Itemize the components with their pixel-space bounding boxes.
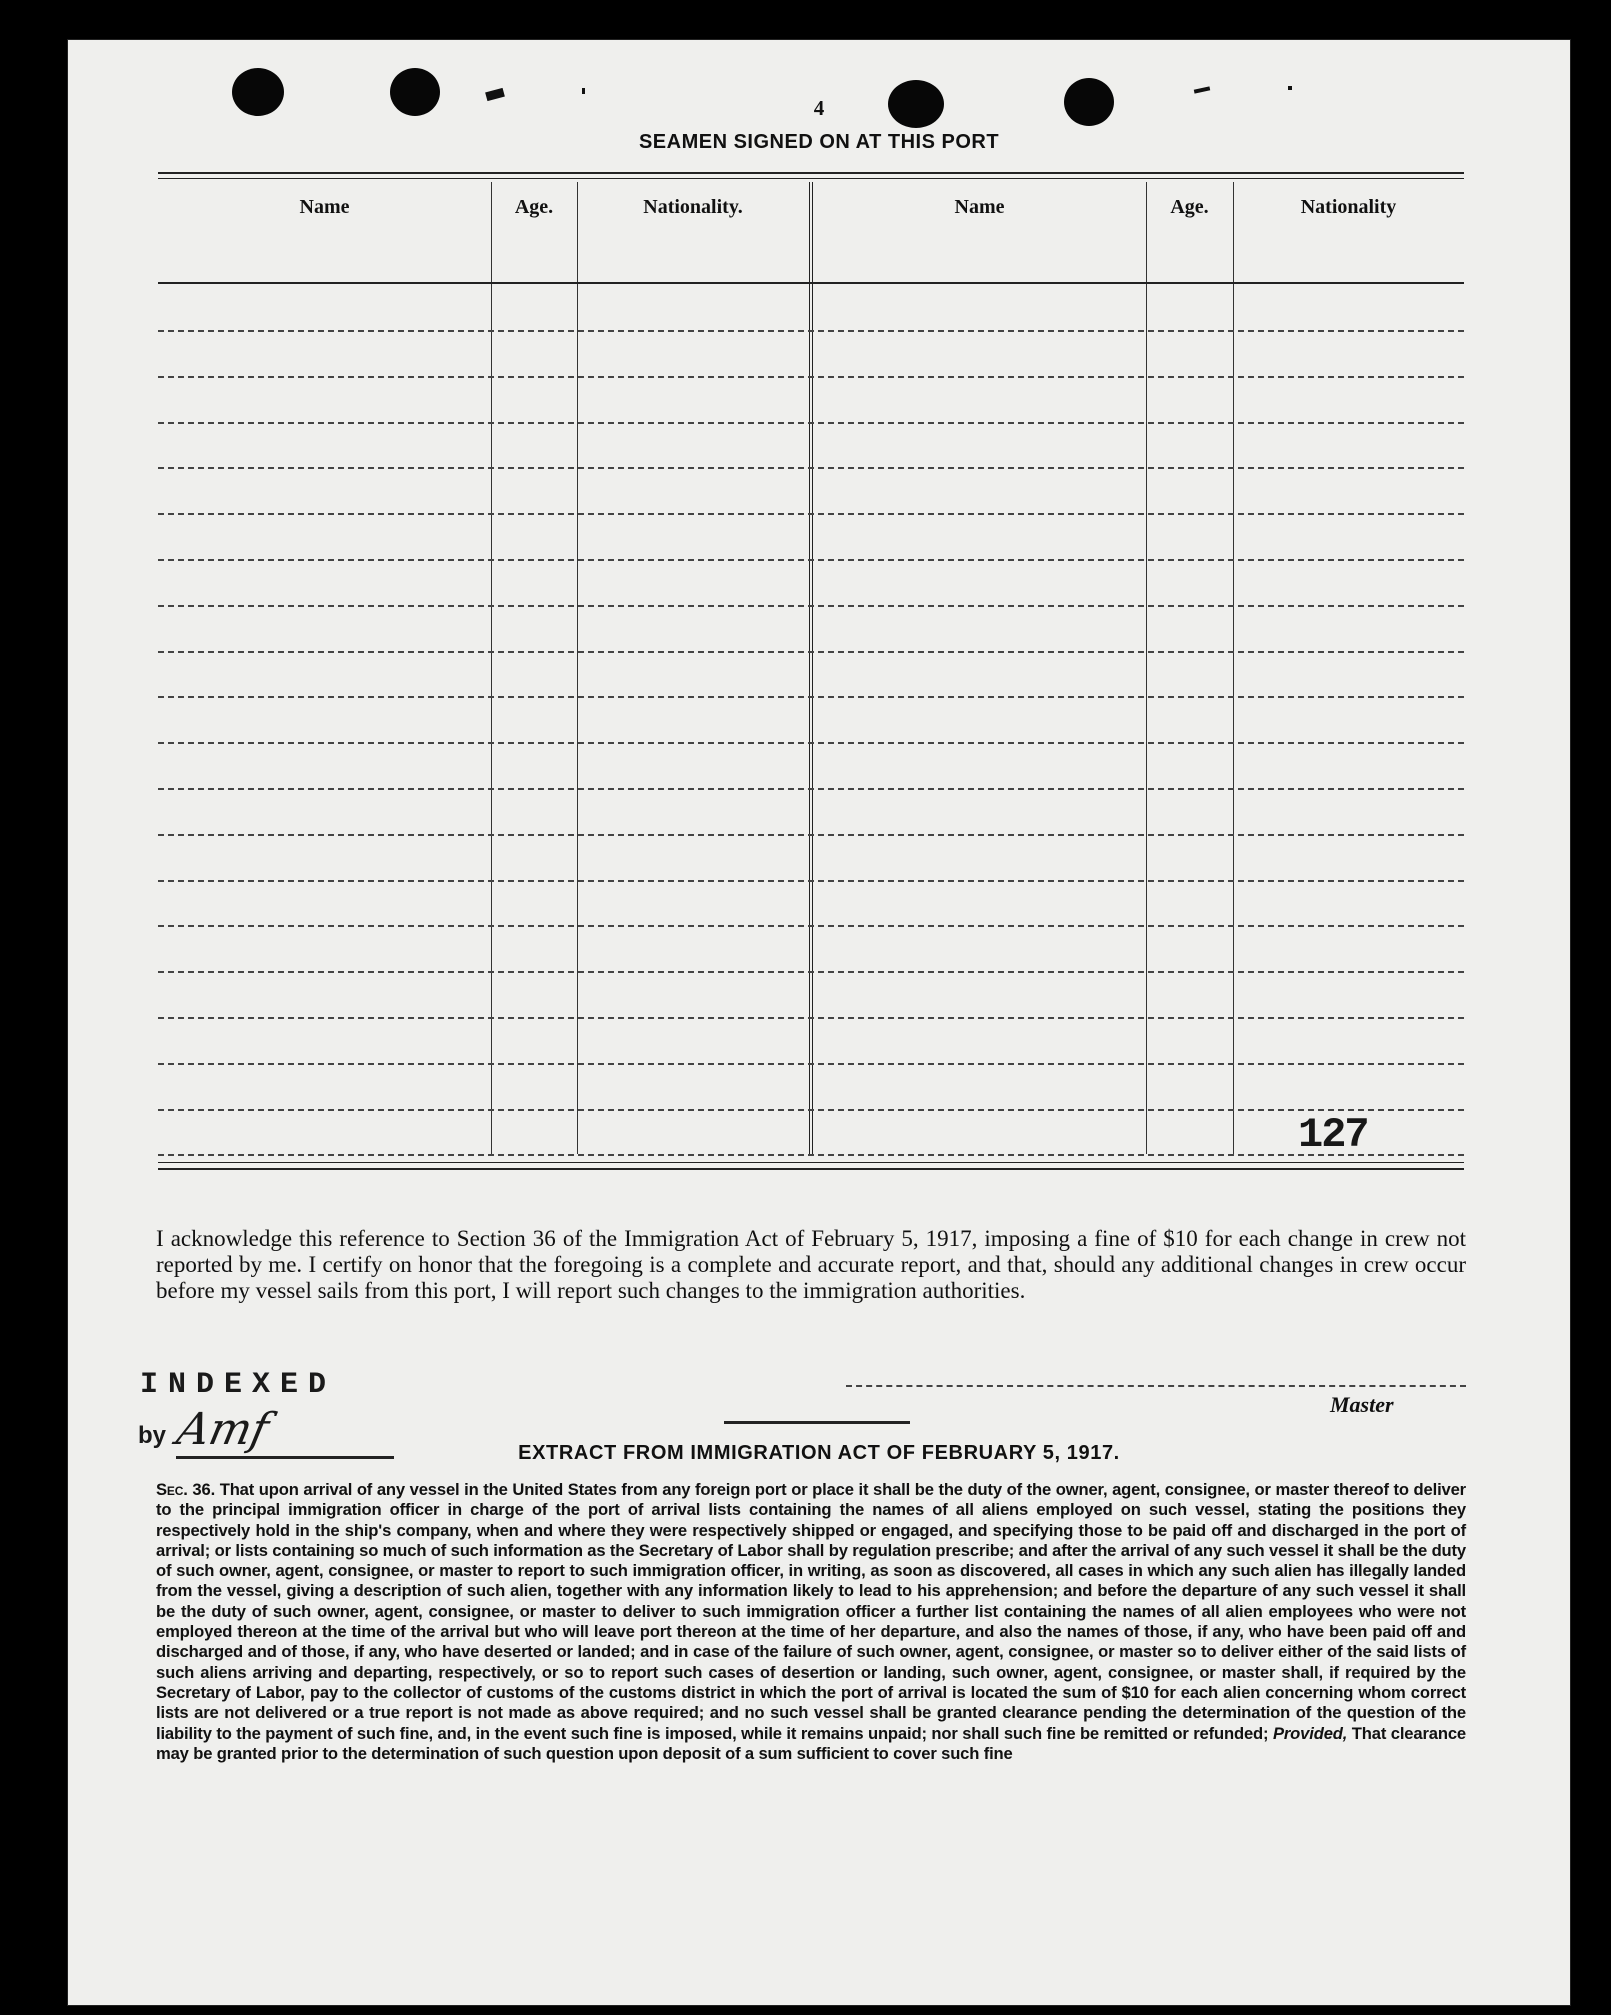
extract-body (156, 1480, 1466, 1764)
bottom-rule (158, 1162, 1464, 1163)
table-row (158, 971, 1464, 973)
table-row (158, 376, 1464, 378)
master-label: Master (1330, 1392, 1394, 1417)
table-row (158, 1063, 1464, 1065)
indexer-initials: Amf (172, 1404, 274, 1455)
extract-text: That upon arrival of any vessel in the United States from any foreign port or place it shall be the duty of the owner, agent, consignee, or master thereof to deliver to the principal immigration officer in charge of the port of arrival lists containing the names of all aliens employed on such vessel, stating the positions they respectively hold in the ship's company, when and where they were respectively shipped or engaged, and specifying those to be paid off and discharged in the port of arrival; or lists containing so much of such information as the Secretary of Labor shall by regulation prescribe; and after the arrival of any such vessel it shall be the duty of such owner, agent, consignee, or master to report to such immigration officer, in writing, as soon as discovered, all cases in which any such alien has illegally landed from the vessel, giving a description of such alien, together with any information likely to lead to his apprehension; and before the departure of any such vessel it shall be the duty of such owner, agent, consignee, or master to deliver to such immigration officer a further list containing the names of all alien employees who were not employed thereon at the time of the arrival but who will leave port thereon at the time of her departure, and also the names of those, if any, who have been paid off and discharged and of those, if any, who have deserted or landed; and in case of the failure of such owner, agent, consignee, or master so to deliver either of the said lists of such aliens arriving and departing, respectively, or so to report such cases of desertion or landing, such owner, agent, consignee, or master shall, if required by the Secretary of Labor, pay to the collector of customs of the customs district in which the port of arrival is located the sum of $10 for each alien concerning whom correct lists are not delivered or a true report is not made as above required; and no such vessel shall be granted clearance pending the determination of the question of the liability to the payment of such fine, and, in the event such fine is imposed, while it remains unpaid; nor shall such fine be remitted or refunded; (156, 1480, 1466, 1743)
ink-mark (582, 88, 585, 94)
top-rule (158, 172, 1464, 174)
header-rule (158, 282, 1464, 284)
table-row (158, 605, 1464, 607)
table-row (158, 696, 1464, 698)
extract-title: EXTRACT FROM IMMIGRATION ACT OF FEBRUARY 5, 1917. (518, 1442, 1120, 1464)
column-header-nationality-left: Nationality. (643, 196, 743, 218)
indexed-stamp: INDEXED (140, 1368, 337, 1402)
table-row (158, 467, 1464, 469)
column-divider (1146, 182, 1147, 1154)
section-label: Sec. 36. (156, 1480, 216, 1499)
column-header-name-right: Name (954, 196, 1005, 218)
column-header-age-right: Age. (1170, 196, 1209, 218)
column-header-age-left: Age. (514, 196, 554, 218)
master-signature-line (846, 1385, 1466, 1387)
form-page (68, 40, 1570, 2005)
column-header-nationality-right: Nationality (1300, 196, 1397, 218)
crew-table (158, 182, 1464, 1167)
top-rule-2 (158, 178, 1464, 179)
provided-label: Provided, (1272, 1723, 1348, 1743)
table-row (158, 925, 1464, 927)
table-row (158, 1154, 1464, 1156)
table-row (158, 834, 1464, 836)
table-row (158, 1017, 1464, 1019)
section-rule (724, 1421, 910, 1424)
acknowledgement-statement: I acknowledge this reference to Section 36 of the Immigration Act of February 5, 1917, imposing a fine of $10 for each change in crew not reported by me. I certify on honor that the foregoing is a complete and accurate report, and that, should any additional changes in crew occur before my vessel sails from this port, I will report such changes to the immigration authorities. (156, 1226, 1466, 1303)
table-row (158, 742, 1464, 744)
column-divider (491, 182, 492, 1154)
bottom-rule-2 (158, 1168, 1464, 1170)
form-title: SEAMEN SIGNED ON AT THIS PORT (638, 131, 1000, 153)
table-row (158, 788, 1464, 790)
ink-mark (1288, 86, 1292, 90)
stamped-number: 127 (1298, 1111, 1368, 1159)
indexed-by-label: by (138, 1422, 167, 1449)
table-row (158, 330, 1464, 332)
table-row (158, 513, 1464, 515)
table-row (158, 559, 1464, 561)
table-row (158, 651, 1464, 653)
extract-text-end: That clearance may be granted prior to the determination of such question upon deposit of a sum sufficient to cover such fine (156, 1723, 1466, 1763)
column-divider (577, 182, 578, 1154)
table-row (158, 880, 1464, 882)
table-row (158, 1109, 1464, 1111)
page-number: 4 (813, 96, 825, 120)
table-row (158, 422, 1464, 424)
column-divider (1233, 182, 1234, 1154)
column-header-name-left: Name (299, 196, 350, 218)
column-divider-center (809, 182, 813, 1154)
ink-mark (1194, 86, 1210, 93)
